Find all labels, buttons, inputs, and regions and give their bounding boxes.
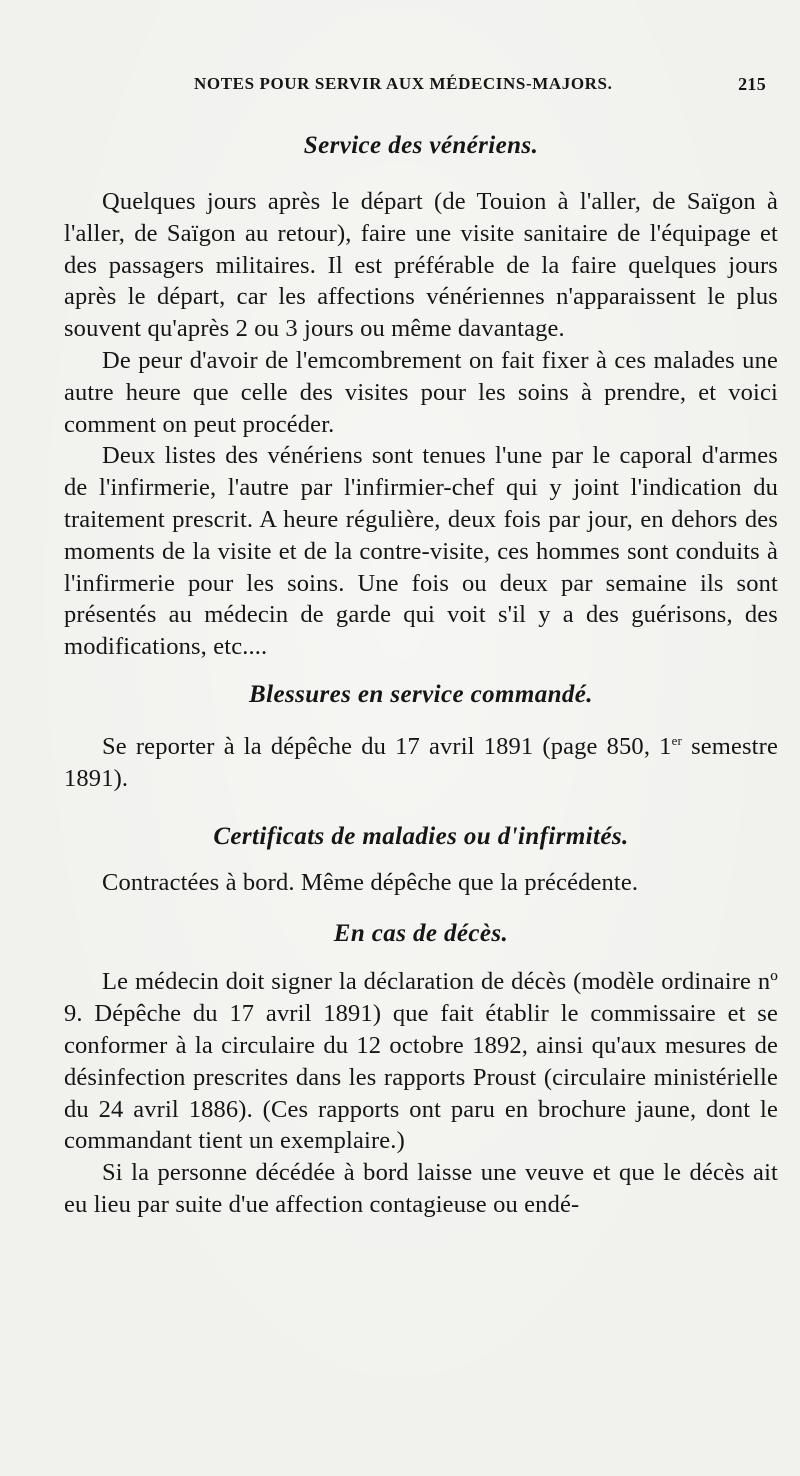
paragraph-certificats-1: Contractées à bord. Même dépêche que la précédente. bbox=[102, 868, 639, 896]
paragraph-service-1: Quelques jours après le départ (de Touion à l'aller, de Saïgon à l'aller, de Saïgon au retour), faire une visite sanitaire de l'équipage et des passagers militaires. Il est préférable de la faire quelques jours après le départ, car les affections vénériennes n'apparaissent le plus souvent qu'après 2 ou 3 jours ou même davantage. bbox=[64, 188, 778, 343]
section-heading-certificats: Certificats de maladies ou d'infirmités. bbox=[213, 822, 629, 850]
paragraph-deces-2: Si la personne décédée à bord laisse une veuve et que le décès ait eu lieu par suite d'ue affection contagieuse ou endé- bbox=[64, 1159, 778, 1218]
blessures-text-start: Se reporter à la dépêche du 17 avril 1891 (page 850, 1 bbox=[102, 732, 672, 760]
paragraph-deces-1: Le médecin doit signer la déclaration de décès (modèle ordinaire nº 9. Dépêche du 17 avril 1891) que fait établir le commissaire et se conformer à la circulaire du 12 octobre 1892, ainsi qu'aux mesures de désinfection prescrites dans les rapports Proust (circulaire ministérielle du 24 avril 1886). (Ces rapports ont paru en brochure jaune, dont le commandant tient un exemplaire.) bbox=[64, 968, 778, 1155]
paragraph-service-3: Deux listes des vénériens sont tenues l'une par le caporal d'armes de l'infirmerie, l'autre par l'infirmier-chef qui y joint l'indication du traitement prescrit. A heure régulière, deux fois par jour, en dehors des moments de la visite et de la contre-visite, ces hommes sont conduits à l'infirmerie pour les soins. Une fois ou deux par semaine ils sont présentés au médecin de garde qui voit s'il y a des guérisons, des modifications, etc.... bbox=[64, 442, 778, 661]
section-heading-service: Service des vénériens. bbox=[303, 132, 539, 159]
page-header bbox=[64, 74, 766, 104]
running-title: NOTES POUR SERVIR AUX MÉDECINS-MAJORS. bbox=[194, 74, 613, 93]
page-content bbox=[64, 132, 778, 1221]
paragraph-service-2: De peur d'avoir de l'emcombrement on fait fixer à ces malades une autre heure que celle des visites pour les soins à prendre, et voici comment on peut procéder. bbox=[64, 346, 778, 438]
page-number: 215 bbox=[738, 74, 766, 94]
ordinal-superscript: er bbox=[671, 732, 682, 748]
section-heading-deces: En cas de décès. bbox=[333, 920, 509, 948]
paragraph-blessures-1 bbox=[64, 731, 778, 795]
section-heading-blessures: Blessures en service commandé. bbox=[249, 680, 593, 708]
blessures-text-end: semestre 1891). bbox=[64, 732, 778, 792]
